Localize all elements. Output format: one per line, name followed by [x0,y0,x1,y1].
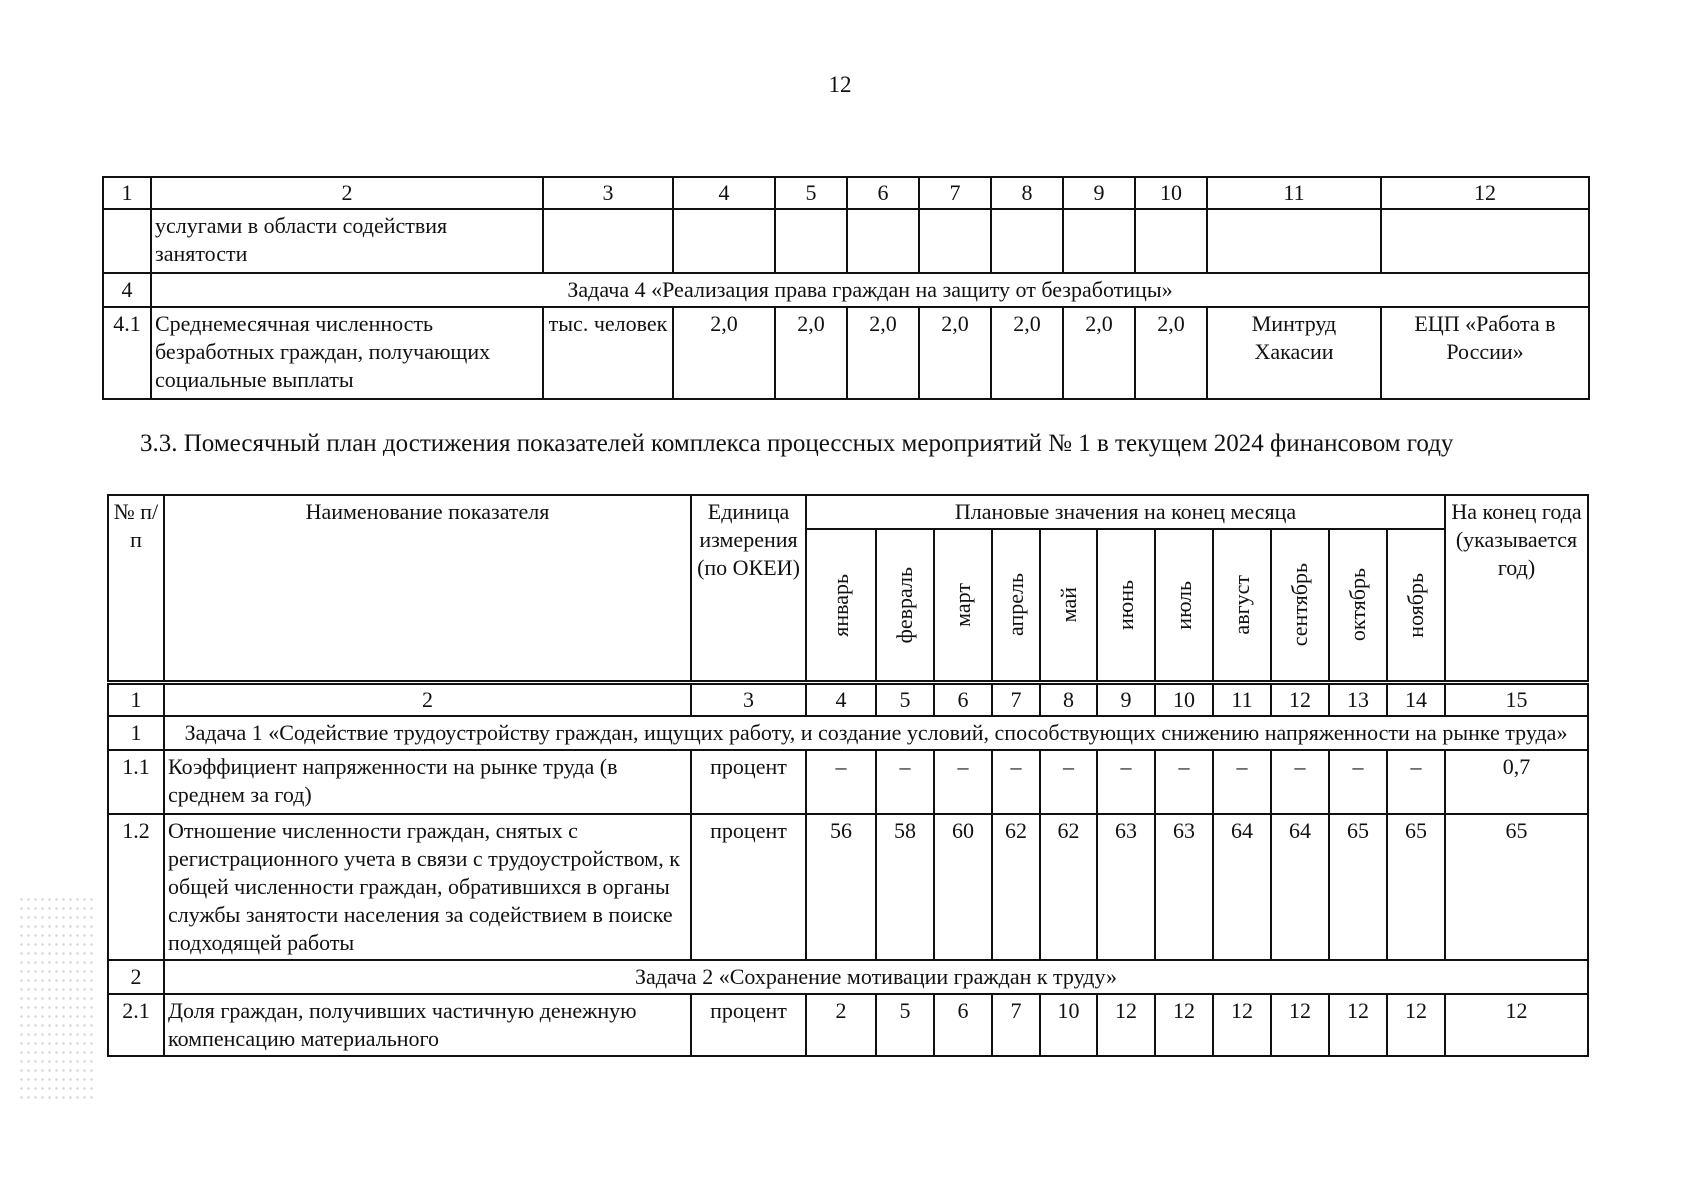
column-number: 2 [151,177,543,209]
column-number: 6 [847,177,919,209]
indicator-number: 1.1 [108,750,164,814]
column-number: 12 [1381,177,1589,209]
column-number: 9 [1097,683,1155,717]
section-heading: 3.3. Помесячный план достижения показателей комплекса процессных мероприятий № 1 в текущем 2024 финансовом году [140,430,1454,457]
column-number: 5 [775,177,847,209]
indicator-row-1-1 [108,750,1588,814]
info-system: ЕЦП «Работа в России» [1381,307,1589,399]
month-value: 12 [1329,994,1387,1056]
month-value: 65 [1329,814,1387,960]
month-value: 56 [806,814,876,960]
indicator-name: Среднемесячная численность безработных граждан, получающих социальные выплаты [151,307,543,399]
column-number: 14 [1387,683,1445,717]
column-number: 7 [992,683,1040,717]
month-header: октябрь [1329,529,1387,683]
header-planned-values: Плановые значения на конец месяца [806,495,1445,529]
column-number: 15 [1445,683,1588,717]
year-end-value: 0,7 [1445,750,1588,814]
month-value: 62 [1040,814,1097,960]
month-value: 5 [876,994,934,1056]
indicator-value: 2,0 [1135,307,1207,399]
month-value: – [934,750,992,814]
month-value: 12 [1097,994,1155,1056]
indicator-row [103,307,1589,399]
year-end-value: 65 [1445,814,1588,960]
month-value: 2 [806,994,876,1056]
task-title: Задача 1 «Содействие трудоустройству граждан, ищущих работу, и создание условий, способствующих снижению напряженности на рынке труда» [164,716,1588,750]
month-value: – [806,750,876,814]
task-1-row [108,716,1588,750]
column-number: 3 [543,177,673,209]
month-header: ноябрь [1387,529,1445,683]
month-header: февраль [876,529,934,683]
column-number: 12 [1271,683,1329,717]
indicator-value: 2,0 [775,307,847,399]
header-year-end: На конец года (указывается год) [1445,495,1588,683]
indicator-unit: процент [691,750,806,814]
task-2-row [108,960,1588,994]
column-number: 13 [1329,683,1387,717]
month-value: 60 [934,814,992,960]
month-value: – [992,750,1040,814]
month-value: – [876,750,934,814]
header-unit: Единица измерения (по ОКЕИ) [691,495,806,683]
scan-artifact [18,895,96,1105]
month-value: – [1040,750,1097,814]
monthly-plan-table [107,494,1589,1057]
indicator-name: Отношение численности граждан, снятых с регистрационного учета в связи с трудоустройством, к общей численности граждан, обратившихся в органы службы занятости населения за содействием в поиске подходящей работы [164,814,691,960]
continuation-text: услугами в области содействия занятости [151,209,543,273]
indicator-value: 2,0 [991,307,1063,399]
responsible-org: Минтруд Хакасии [1207,307,1381,399]
monthly-column-numbers [108,683,1588,717]
month-value: 7 [992,994,1040,1056]
month-header: июнь [1097,529,1155,683]
column-number: 2 [164,683,691,717]
year-end-value: 12 [1445,994,1588,1056]
column-number: 8 [991,177,1063,209]
monthly-header-row [108,495,1588,529]
month-value: 58 [876,814,934,960]
page-number: 12 [828,72,852,97]
column-number: 1 [108,683,164,717]
indicator-row-2-1 [108,994,1588,1056]
month-value: 62 [992,814,1040,960]
column-number: 5 [876,683,934,717]
month-value: – [1097,750,1155,814]
indicator-name: Доля граждан, получивших частичную денежную компенсацию материального [164,994,691,1056]
indicator-row-1-2 [108,814,1588,960]
month-value: 12 [1387,994,1445,1056]
month-header: январь [806,529,876,683]
task-title: Задача 2 «Сохранение мотивации граждан к труду» [164,960,1588,994]
task-number: 1 [108,716,164,750]
indicator-number: 2.1 [108,994,164,1056]
month-value: 12 [1155,994,1213,1056]
task-number: 2 [108,960,164,994]
month-value: – [1155,750,1213,814]
header-indicator-name: Наименование показателя [164,495,691,683]
task-number: 4 [103,273,151,307]
column-number: 11 [1207,177,1381,209]
month-header: июль [1155,529,1213,683]
task-title: Задача 4 «Реализация права граждан на защиту от безработицы» [151,273,1589,307]
month-value: – [1271,750,1329,814]
month-value: 65 [1387,814,1445,960]
column-number: 10 [1135,177,1207,209]
column-number: 4 [673,177,775,209]
month-value: 63 [1155,814,1213,960]
column-number: 3 [691,683,806,717]
month-value: 12 [1213,994,1271,1056]
month-header: апрель [992,529,1040,683]
indicator-value: 2,0 [847,307,919,399]
indicator-name: Коэффициент напряженности на рынке труда (в среднем за год) [164,750,691,814]
header-num: № п/п [108,495,164,683]
indicator-value: 2,0 [1063,307,1135,399]
indicator-value: 2,0 [673,307,775,399]
continuation-row [103,209,1589,273]
column-number: 8 [1040,683,1097,717]
indicator-number: 4.1 [103,307,151,399]
column-number: 11 [1213,683,1271,717]
indicator-unit: процент [691,994,806,1056]
month-value: – [1213,750,1271,814]
month-value: 12 [1271,994,1329,1056]
column-number: 1 [103,177,151,209]
month-value: 64 [1271,814,1329,960]
month-header: сентябрь [1271,529,1329,683]
month-value: 6 [934,994,992,1056]
column-number: 10 [1155,683,1213,717]
indicator-unit: тыс. человек [543,307,673,399]
month-value: 64 [1213,814,1271,960]
column-number: 7 [919,177,991,209]
month-value: 63 [1097,814,1155,960]
month-value: – [1329,750,1387,814]
indicator-value: 2,0 [919,307,991,399]
month-value: – [1387,750,1445,814]
task-row [103,273,1589,307]
column-number: 6 [934,683,992,717]
top-table [102,176,1590,400]
month-header: март [934,529,992,683]
top-table-column-numbers [103,177,1589,209]
month-header: май [1040,529,1097,683]
indicator-number: 1.2 [108,814,164,960]
month-header: август [1213,529,1271,683]
indicator-unit: процент [691,814,806,960]
month-value: 10 [1040,994,1097,1056]
column-number: 4 [806,683,876,717]
column-number: 9 [1063,177,1135,209]
